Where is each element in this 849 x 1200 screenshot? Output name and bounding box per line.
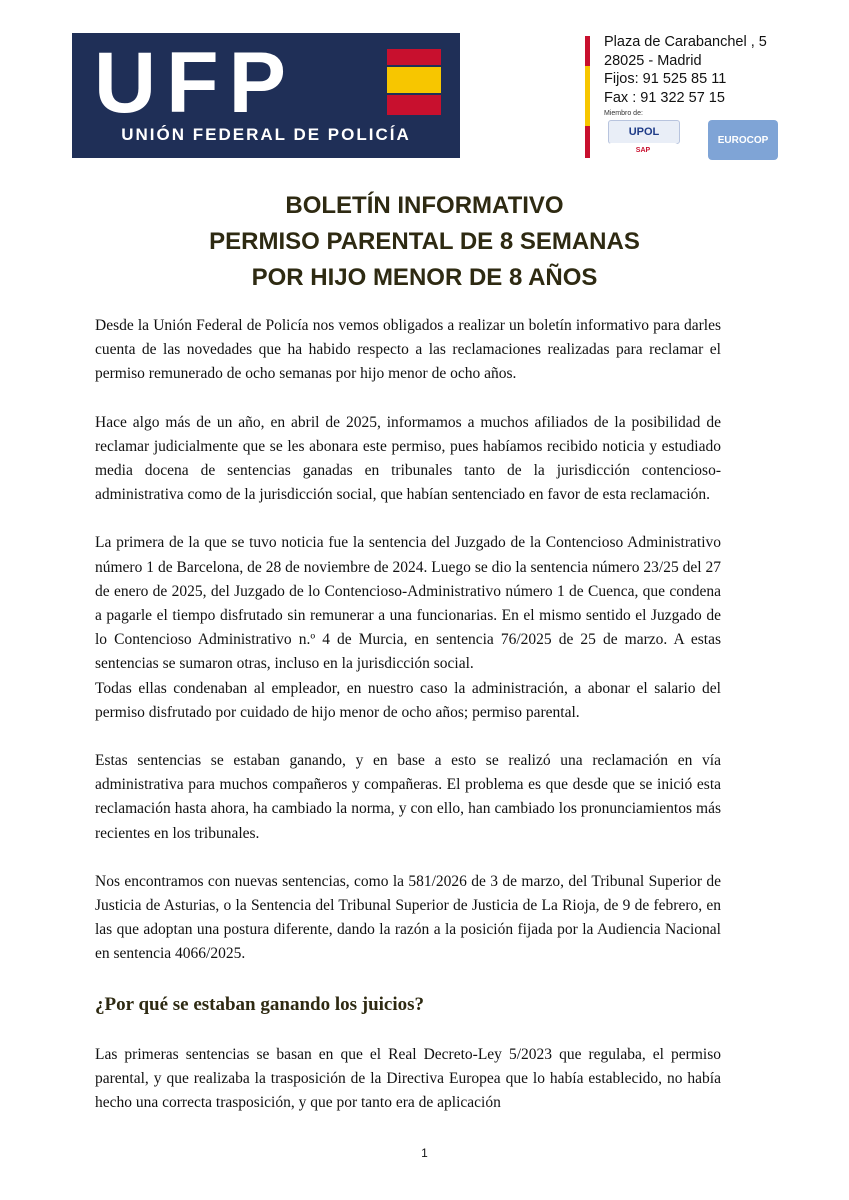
phone-line: Fijos: 91 525 85 11 [604,71,727,87]
body-paragraph: Las primeras sentencias se basan en que el Real Decreto-Ley 5/2023 que regulaba, el permiso parental, y que realizaba la trasposición de la Directiva Europea que lo había establecido, no había hecho una correcta trasposición, y que por tanto era de aplicación [95,1045,721,1112]
address-block [604,33,804,107]
body-paragraph: Estas sentencias se estaban ganando, y en base a esto se realizó una reclamación en vía administrativa para muchos compañeros y compañeras. El problema es que desde que se inició esta reclamación hasta ahora, ha cambiado la norma, y con ello, han cambiado los pronunciamientos más recientes en los tribunales. [95,752,721,842]
sap-logo: SAP [608,143,678,158]
eurocop-logo: EUROCOP [708,120,778,160]
body-paragraph: Nos encontramos con nuevas sentencias, como la 581/2026 de 3 de marzo, del Tribunal Superior de Justicia de Asturias, o la Sentencia del Tribunal Superior de Justicia de La Rioja, de 9 de febrero, en las que adoptan una postura diferente, dando la razón a la posición fijada por la Audiencia Nacional en sentencia 4066/2025. [95,872,721,963]
fax-line: Fax : 91 322 57 15 [604,89,725,106]
title-line: BOLETÍN INFORMATIVO [285,192,564,219]
section-heading: ¿Por qué se estaban ganando los juicios? [95,993,425,1015]
document-body [95,314,721,1139]
member-label: Miembro de: [604,110,643,117]
body-paragraph: Desde la Unión Federal de Policía nos vemos obligados a realizar un boletín informativo para darles cuenta de las novedades que ha habido respecto a las reclamaciones realizadas para reclamar el permiso remunerado de ocho semanas por hijo menor de ocho años. [95,317,721,383]
title-line: POR HIJO MENOR DE 8 AÑOS [251,264,598,291]
upol-logo: UPOL [608,120,680,144]
body-paragraph: Todas ellas condenaban al empleador, en nuestro caso la administración, a abonar el salario del permiso disfrutado por cuidado de hijo menor de ocho años; permiso parental. [95,679,721,721]
body-paragraph: La primera de la que se tuvo noticia fue la sentencia del Juzgado de la Contencioso Administrativo número 1 de Barcelona, de 28 de noviembre de 2024. Luego se dio la sentencia número 23/25 del 27 de enero de 2025, del Juzgado de lo Contencioso-Administrativo número 1 de Cuenca, que condena a pagarle el tiempo disfrutado sin remunerar a una funcionarias. En el mismo sentido el Juzgado de lo Contencioso Administrativo n.º 4 de Murcia, en sentencia 76/2025 de 25 de marzo. A estas sentencias se sumaron otras, incluso en la jurisdicción social. [95,534,721,673]
logo-subtitle: UNIÓN FEDERAL DE POLICÍA [121,125,411,144]
logo-letters: UFP [94,45,296,121]
flag-stripe-icon [585,36,590,158]
ufp-logo [72,33,460,158]
title-line: PERMISO PARENTAL DE 8 SEMANAS [209,228,640,255]
page-number: 1 [421,1146,428,1160]
spain-flag-icon [387,49,441,115]
address-line: Plaza de Carabanchel , 5 [604,34,767,50]
body-paragraph: Hace algo más de un año, en abril de 2025, informamos a muchos afiliados de la posibilidad de reclamar judicialmente que se les abonara este permiso, pues habíamos recibido noticia y estudiado media docena de sentencias ganadas en tribunales tanto de la jurisdicción contencioso-administrativa como de la jurisdicción social, que habían sentenciado en favor de esta reclamación. [95,413,721,504]
address-line: 28025 - Madrid [604,52,702,69]
document-title [0,188,849,296]
